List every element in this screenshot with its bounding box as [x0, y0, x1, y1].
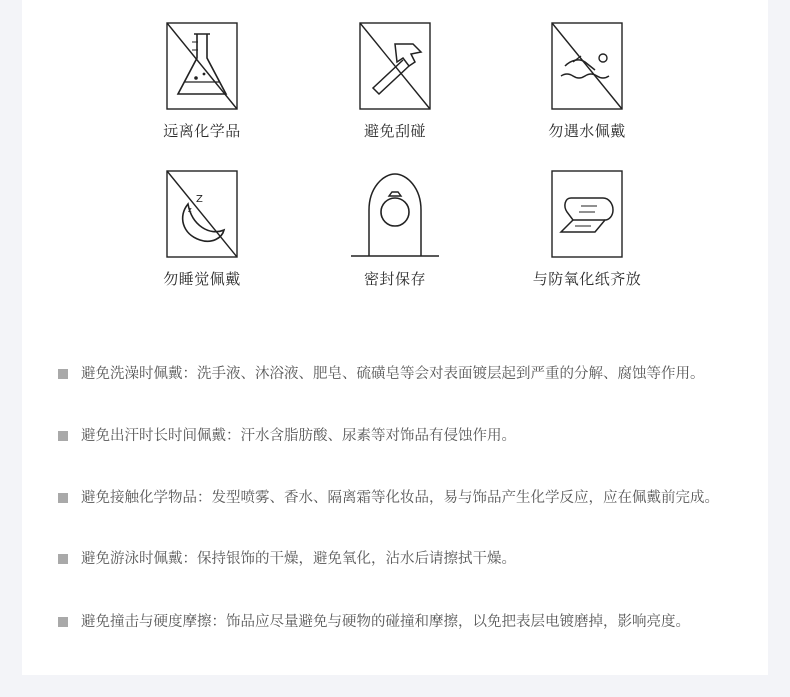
list-item: 避免撞击与硬度摩擦：饰品应尽量避免与硬物的碰撞和摩擦，以免把表层电镀磨掉，影响亮度。: [58, 611, 733, 633]
list-item: 避免洗澡时佩戴：洗手液、沐浴液、肥皂、硫磺皂等会对表面镀层起到严重的分解、腐蚀等作用。: [58, 363, 733, 385]
list-item: 避免出汗时长时间佩戴：汗水含脂肪酸、尿素等对饰品有侵蚀作用。: [58, 425, 733, 447]
hammer-icon: [359, 22, 431, 110]
flask-icon: [166, 22, 238, 110]
care-label: 密封保存: [363, 270, 426, 288]
care-label: 避免刮碰: [363, 122, 426, 140]
care-item-sleep: [122, 170, 282, 289]
bullet-square-icon: [58, 617, 68, 627]
care-label: 远离化学品: [163, 122, 241, 140]
care-item-anti-oxidation-paper: [507, 170, 667, 289]
list-item: 避免接触化学物品：发型喷雾、香水、隔离霜等化妆品，易与饰品产生化学反应，应在佩戴前完成。: [58, 487, 733, 509]
care-item-water: [507, 22, 667, 141]
sleep-moon-icon: [166, 170, 238, 258]
svg-text:z: z: [188, 206, 192, 214]
bullet-square-icon: [58, 431, 68, 441]
ring-pouch-icon: [347, 170, 443, 258]
care-label: 勿遇水佩戴: [548, 122, 626, 140]
care-item-sealed: [315, 170, 475, 289]
bullet-square-icon: [58, 493, 68, 503]
bullet-square-icon: [58, 554, 68, 564]
bullet-square-icon: [58, 369, 68, 379]
paper-roll-icon: [551, 170, 623, 258]
list-item: 避免游泳时佩戴：保持银饰的干燥，避免氧化，沾水后请擦拭干燥。: [58, 548, 733, 570]
svg-text:Z: Z: [196, 194, 203, 205]
care-item-chemicals: [122, 22, 282, 141]
care-item-scratch: [315, 22, 475, 141]
care-label: 勿睡觉佩戴: [163, 270, 241, 288]
care-label: 与防氧化纸齐放: [532, 270, 642, 288]
swimming-icon: [551, 22, 623, 110]
